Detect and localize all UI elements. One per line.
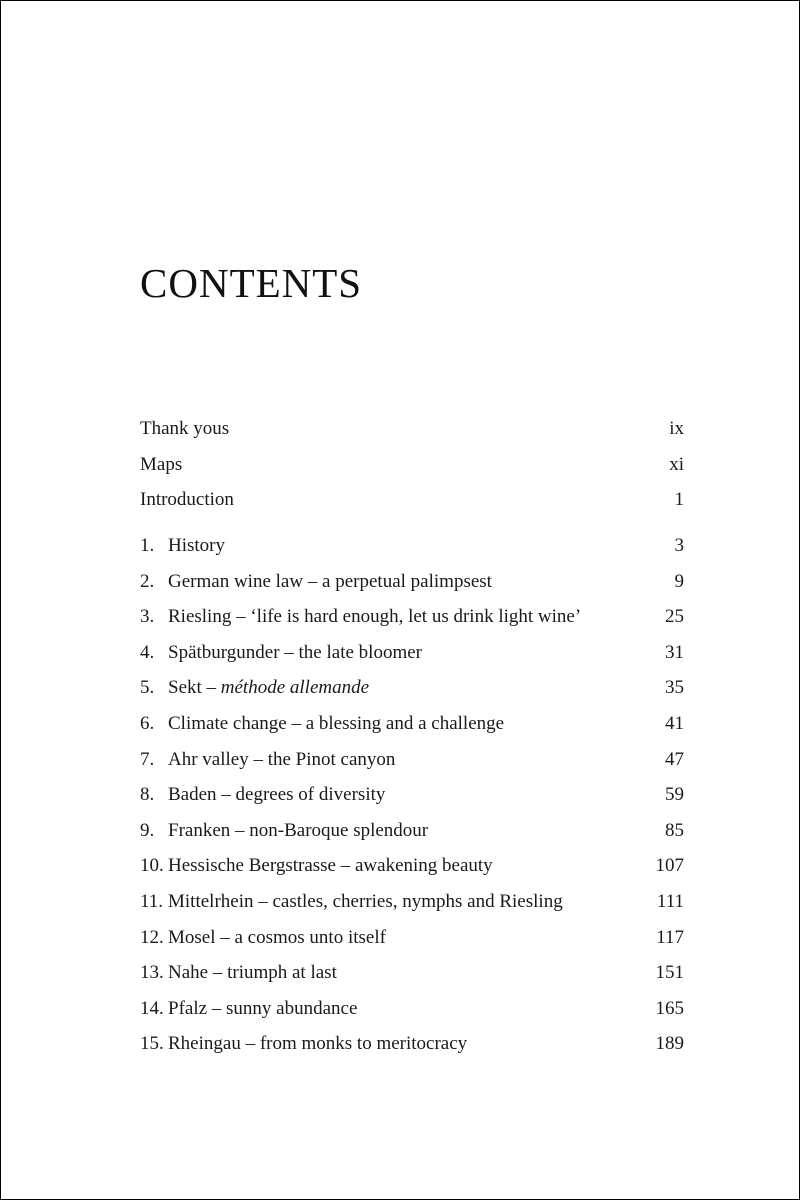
- toc-entry-chapter[interactable]: [140, 923, 684, 953]
- chapter-title: Riesling – ‘life is hard enough, let us drink light wine’: [168, 606, 582, 628]
- chapter-number: 3.: [140, 606, 155, 628]
- toc-page-number: 3: [674, 535, 684, 556]
- chapter-title: Spätburgunder – the late bloomer: [168, 641, 422, 663]
- toc-page-number: 107: [655, 855, 684, 877]
- chapter-title: Sekt –: [168, 677, 221, 699]
- chapter-number: 7.: [140, 748, 155, 770]
- chapter-title: Climate change – a blessing and a challenge: [168, 713, 505, 734]
- chapter-number: 4.: [140, 641, 155, 663]
- toc-entry-chapter[interactable]: [140, 673, 684, 703]
- chapter-number: 2.: [140, 570, 155, 592]
- chapter-number: 12.: [140, 926, 164, 948]
- toc-entry-chapter[interactable]: [140, 638, 684, 668]
- chapter-number: 9.: [140, 819, 155, 841]
- toc-entry-title: Introduction: [140, 489, 234, 510]
- chapter-title: Baden – degrees of diversity: [168, 784, 386, 806]
- chapter-number: 8.: [140, 784, 155, 806]
- toc-page-number: xi: [669, 454, 684, 475]
- chapter-title: Nahe – triumph at last: [168, 962, 337, 984]
- chapter-number: 15.: [140, 1033, 164, 1055]
- toc-entry-front-matter[interactable]: [140, 485, 684, 515]
- chapter-title: German wine law – a perpetual palimpsest: [168, 570, 492, 592]
- toc-entry-chapter[interactable]: [140, 745, 684, 775]
- chapter-number: 1.: [140, 535, 155, 556]
- toc-entry-chapter[interactable]: [140, 780, 684, 810]
- chapter-title: Franken – non-Baroque splendour: [168, 819, 429, 841]
- chapter-title-italic: méthode allemande: [220, 677, 370, 699]
- toc-entry-chapter[interactable]: [140, 851, 684, 881]
- chapter-title: Rheingau – from monks to meritocracy: [168, 1033, 468, 1055]
- chapter-title: Pfalz – sunny abundance: [168, 997, 358, 1019]
- chapter-number: 14.: [140, 997, 164, 1019]
- toc-page-number: 85: [665, 819, 684, 841]
- toc-page-number: 165: [655, 997, 684, 1019]
- chapter-number: 13.: [140, 962, 164, 984]
- toc-page-number: 47: [665, 748, 684, 770]
- chapter-title: Ahr valley – the Pinot canyon: [168, 748, 396, 770]
- toc-page-number: 25: [665, 606, 684, 628]
- toc-entry-front-matter[interactable]: [140, 450, 684, 480]
- toc-entry-chapter[interactable]: [140, 602, 684, 632]
- toc-entry-title: Maps: [140, 454, 183, 475]
- toc-entry-chapter[interactable]: [140, 531, 684, 561]
- toc-entry-chapter[interactable]: [140, 1029, 684, 1059]
- toc-entry-chapter[interactable]: [140, 958, 684, 988]
- toc-page-number: 111: [656, 891, 684, 912]
- toc-entry-chapter[interactable]: [140, 709, 684, 739]
- toc-page-number: ix: [669, 418, 684, 439]
- toc-entry-front-matter[interactable]: [140, 414, 684, 444]
- chapter-title: History: [168, 535, 225, 556]
- toc-page-number: 35: [665, 677, 684, 699]
- toc-page-number: 117: [656, 926, 684, 948]
- toc-page-number: 59: [665, 784, 684, 806]
- toc-entry-title: Thank yous: [140, 418, 230, 439]
- chapter-number: 6.: [140, 713, 155, 734]
- toc-entry-chapter[interactable]: [140, 887, 684, 917]
- toc-page-number: 151: [655, 962, 684, 984]
- chapter-title: Hessische Bergstrasse – awakening beauty: [168, 855, 493, 877]
- toc-entry-chapter[interactable]: [140, 994, 684, 1024]
- chapter-number: 11.: [140, 891, 164, 912]
- toc-page-number: 41: [665, 713, 684, 734]
- chapter-title: Mosel – a cosmos unto itself: [168, 926, 386, 948]
- chapter-title: Mittelrhein – castles, cherries, nymphs and Riesling: [168, 891, 563, 912]
- toc-page-number: 9: [674, 570, 684, 592]
- toc-page-number: 31: [665, 641, 684, 663]
- chapter-number: 10.: [140, 855, 164, 877]
- page-title: CONTENTS: [140, 260, 363, 306]
- toc-page-number: 189: [655, 1033, 684, 1055]
- toc-entry-chapter[interactable]: [140, 816, 684, 846]
- toc-entry-chapter[interactable]: [140, 567, 684, 597]
- toc-page-number: 1: [674, 489, 684, 510]
- chapter-number: 5.: [140, 677, 155, 699]
